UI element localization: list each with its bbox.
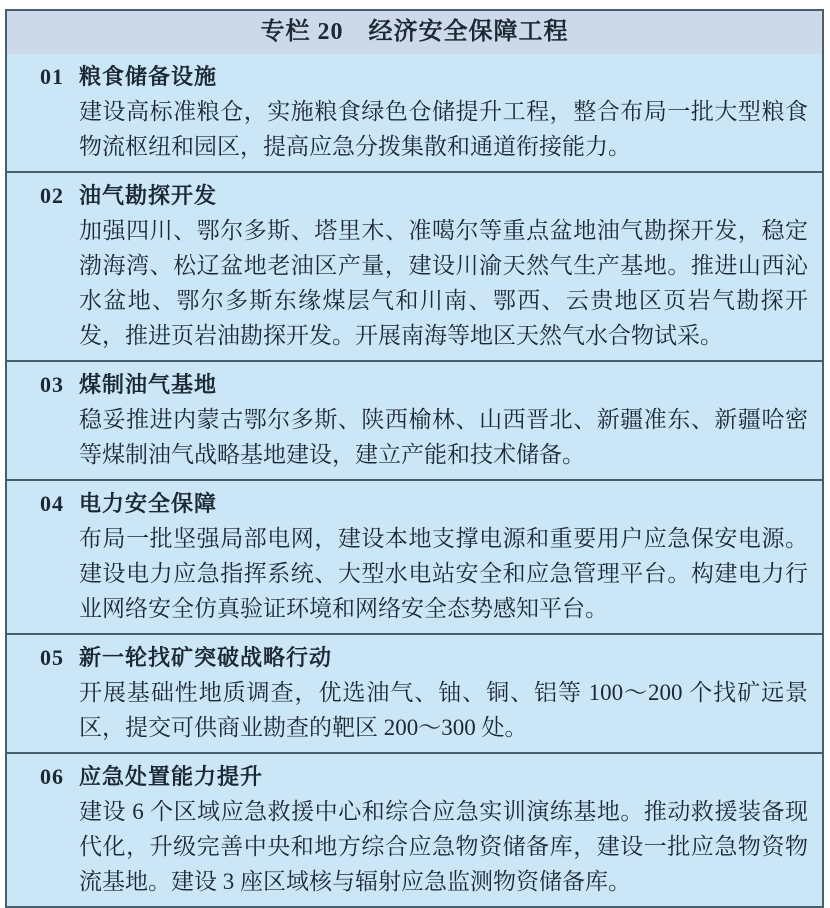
section-grain-reserve: [7, 54, 822, 171]
section-title: 煤制油气基地: [79, 372, 218, 397]
section-oil-gas-exploration: [7, 171, 822, 360]
section-number: 05: [40, 645, 64, 670]
section-heading: [40, 59, 808, 94]
section-coal-to-oil-gas-base: [7, 360, 822, 479]
section-title: 电力安全保障: [79, 491, 218, 516]
section-body: 布局一批坚强局部电网，建设本地支撑电源和重要用户应急保安电源。建设电力应急指挥系统、大型水电站安全和应急管理平台。构建电力行业网络安全仿真验证环境和网络安全态势感知平台。: [79, 526, 808, 621]
section-number: 04: [40, 491, 64, 516]
section-title: 粮食储备设施: [79, 64, 218, 89]
special-column-box: [5, 9, 824, 908]
section-power-security: [7, 479, 822, 633]
section-mineral-prospecting: [7, 633, 822, 752]
section-heading: [40, 486, 808, 521]
section-number: 06: [40, 764, 64, 789]
section-number: 01: [40, 64, 64, 89]
section-emergency-response: [7, 752, 822, 906]
section-number: 02: [40, 183, 64, 208]
section-heading: [40, 367, 808, 402]
section-number: 03: [40, 372, 64, 397]
section-body: 加强四川、鄂尔多斯、塔里木、准噶尔等重点盆地油气勘探开发，稳定渤海湾、松辽盆地老油区产量，建设川渝天然气生产基地。推进山西沁水盆地、鄂尔多斯东缘煤层气和川南、鄂西、云贵地区页岩气勘探开发，推进页岩油勘探开发。开展南海等地区天然气水合物试采。: [79, 218, 808, 348]
section-body: 建设高标准粮仓，实施粮食绿色仓储提升工程，整合布局一批大型粮食物流枢纽和园区，提高应急分拨集散和通道衔接能力。: [79, 99, 808, 159]
section-body: 稳妥推进内蒙古鄂尔多斯、陕西榆林、山西晋北、新疆准东、新疆哈密等煤制油气战略基地建设，建立产能和技术储备。: [79, 407, 808, 467]
section-body: 开展基础性地质调查，优选油气、铀、铜、铝等 100～200 个找矿远景区，提交可供商业勘查的靶区 200～300 处。: [79, 680, 808, 740]
panel-title: 专栏 20 经济安全保障工程: [7, 11, 822, 54]
section-title: 新一轮找矿突破战略行动: [79, 645, 333, 670]
section-body: 建设 6 个区域应急救援中心和综合应急实训演练基地。推动救援装备现代化，升级完善中央和地方综合应急物资储备库，建设一批应急物资物流基地。建设 3 座区域核与辐射应急监测物资储备库。: [79, 799, 808, 894]
section-heading: [40, 178, 808, 213]
section-heading: [40, 640, 808, 675]
section-title: 油气勘探开发: [79, 183, 218, 208]
section-title: 应急处置能力提升: [79, 764, 264, 789]
section-heading: [40, 759, 808, 794]
